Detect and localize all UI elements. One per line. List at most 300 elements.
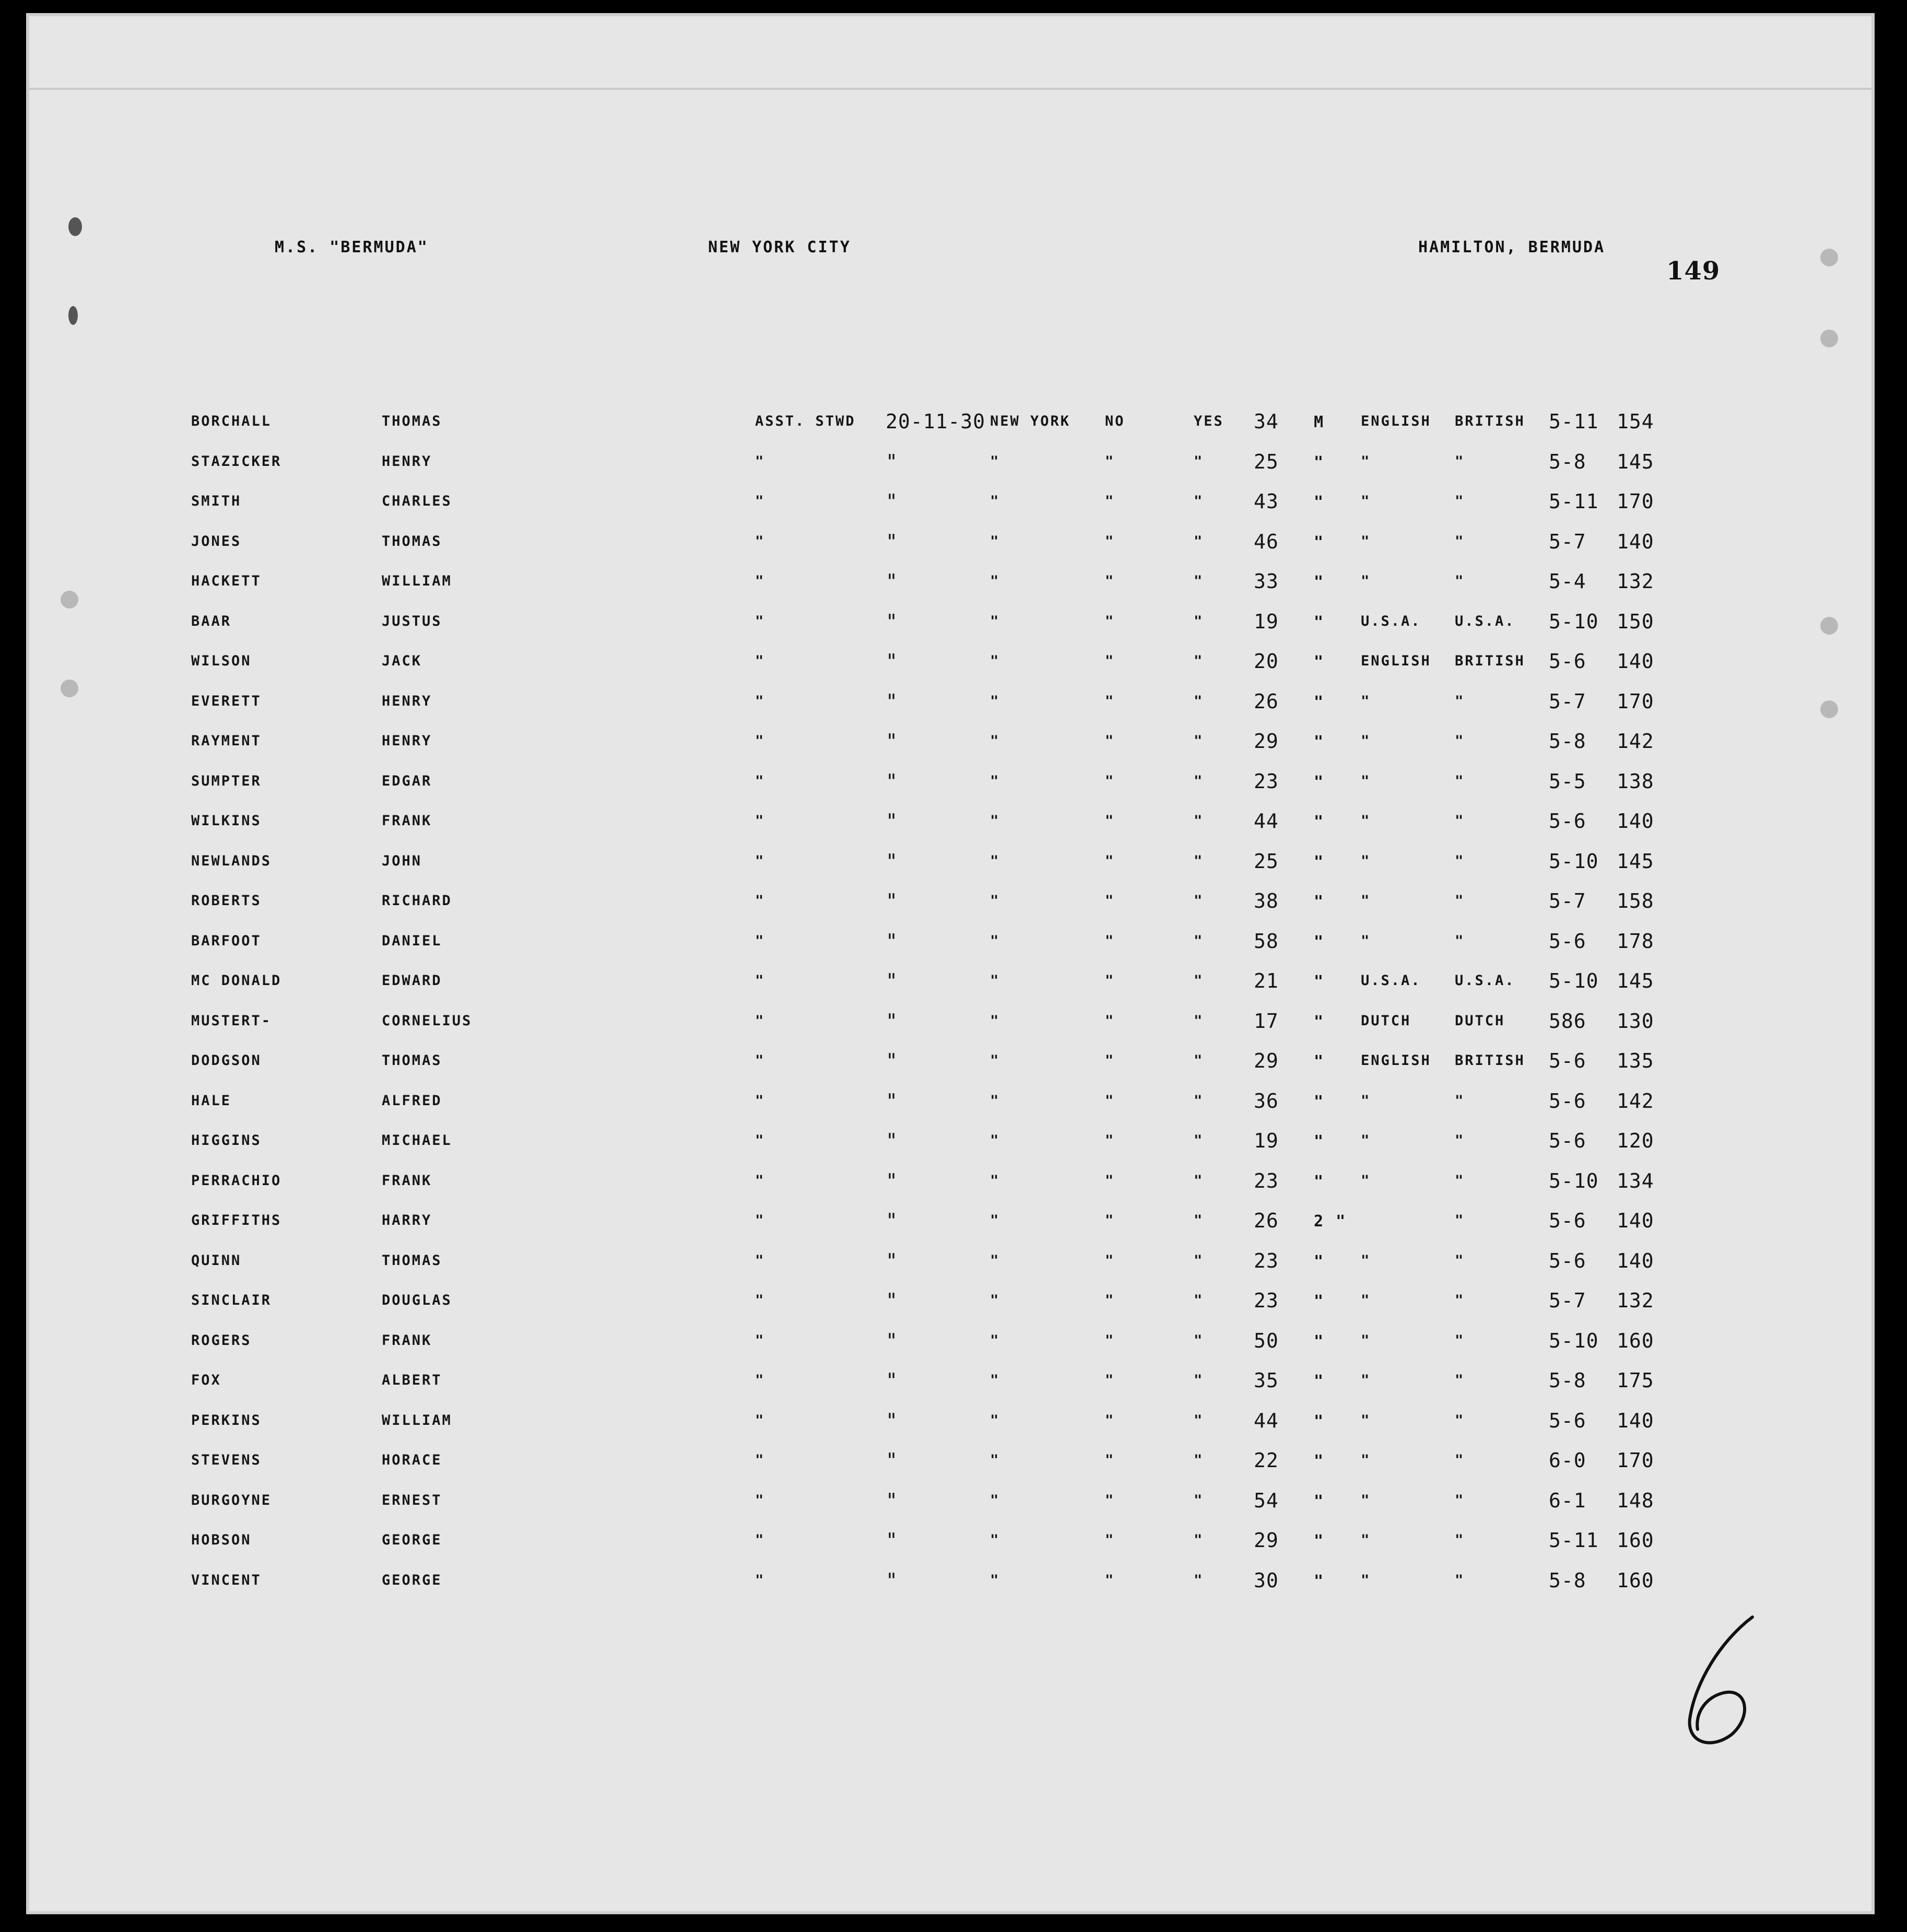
cell-c1: ": [1105, 893, 1115, 909]
cell-surname: BARFOOT: [191, 932, 262, 949]
cell-sex: ": [1314, 1532, 1325, 1550]
cell-weight: 160: [1617, 1568, 1654, 1592]
cell-height: 5-6: [1549, 1209, 1586, 1232]
cell-surname: WILSON: [191, 653, 252, 669]
cell-surname: RAYMENT: [191, 733, 262, 749]
cell-race: BRITISH: [1455, 413, 1525, 429]
cell-occupation: ": [755, 733, 766, 749]
cell-c1: ": [1105, 1372, 1115, 1388]
cell-occupation: ": [755, 493, 766, 509]
cell-c1: ": [1105, 733, 1115, 749]
cell-sex: M: [1314, 413, 1325, 431]
cell-given: WILLIAM: [382, 1412, 452, 1428]
cell-c1: ": [1105, 852, 1115, 869]
cell-place: ": [990, 693, 1000, 709]
cell-weight: 178: [1617, 929, 1654, 953]
cell-sex: ": [1314, 573, 1325, 591]
cell-nationality: ": [1361, 1332, 1371, 1349]
cell-race: ": [1455, 1372, 1465, 1388]
cell-sex: ": [1314, 613, 1325, 631]
cell-date: ": [886, 530, 898, 553]
table-row: [29, 769, 1871, 804]
cell-sex: ": [1314, 1252, 1325, 1271]
cell-c2: ": [1194, 1132, 1204, 1149]
cell-weight: 120: [1617, 1129, 1654, 1152]
cell-surname: HOBSON: [191, 1532, 252, 1548]
cell-sex: ": [1314, 1492, 1325, 1511]
cell-date: ": [886, 1049, 898, 1072]
cell-race: U.S.A.: [1455, 613, 1515, 629]
cell-date: ": [886, 1369, 898, 1392]
cell-c2: ": [1194, 653, 1204, 669]
cell-occupation: ": [755, 573, 766, 589]
cell-sex: ": [1314, 1412, 1325, 1431]
cell-nationality: ": [1361, 1292, 1371, 1308]
cell-weight: 170: [1617, 490, 1654, 513]
cell-surname: QUINN: [191, 1252, 242, 1269]
cell-c2: ": [1194, 1092, 1204, 1109]
cell-sex: ": [1314, 1012, 1325, 1031]
cell-age: 23: [1254, 1169, 1279, 1192]
cell-race: ": [1455, 1452, 1465, 1468]
handwritten-six-mark: [1674, 1609, 1768, 1755]
cell-c2: ": [1194, 1492, 1204, 1508]
cell-race: ": [1455, 1252, 1465, 1269]
table-row: [29, 1209, 1871, 1244]
cell-occupation: ": [755, 932, 766, 949]
table-row: [29, 1568, 1871, 1603]
table-row: [29, 650, 1871, 684]
cell-date: ": [886, 1409, 898, 1432]
cell-nationality: U.S.A.: [1361, 973, 1421, 989]
punch-hole: [1820, 330, 1838, 347]
cell-occupation: ": [755, 1332, 766, 1349]
cell-c2: ": [1194, 1332, 1204, 1349]
cell-nationality: ": [1361, 1412, 1371, 1428]
table-row: [29, 1049, 1871, 1084]
cell-c1: ": [1105, 1492, 1115, 1508]
cell-height: 5-8: [1549, 730, 1586, 753]
table-row: [29, 1409, 1871, 1444]
page-number: 149: [1666, 256, 1721, 286]
cell-date: ": [886, 730, 898, 753]
cell-date: ": [886, 1209, 898, 1232]
cell-nationality: ": [1361, 932, 1371, 949]
cell-place: ": [990, 1252, 1000, 1269]
cell-age: 44: [1254, 810, 1279, 833]
cell-date: ": [886, 1329, 898, 1352]
cell-c1: ": [1105, 533, 1115, 549]
cell-weight: 132: [1617, 570, 1654, 593]
table-row: [29, 1329, 1871, 1364]
cell-date: ": [886, 1529, 898, 1552]
cell-race: ": [1455, 533, 1465, 549]
cell-nationality: ": [1361, 1092, 1371, 1109]
cell-occupation: ": [755, 1532, 766, 1548]
cell-height: 5-5: [1549, 769, 1586, 793]
cell-given: THOMAS: [382, 1052, 442, 1069]
cell-given: FRANK: [382, 1332, 432, 1349]
cell-nationality: ": [1361, 453, 1371, 470]
cell-occupation: ": [755, 1252, 766, 1269]
cell-age: 23: [1254, 769, 1279, 793]
cell-date: ": [886, 650, 898, 673]
cell-height: 6-0: [1549, 1449, 1586, 1472]
cell-sex: ": [1314, 1092, 1325, 1111]
table-row: [29, 450, 1871, 485]
cell-race: ": [1455, 772, 1465, 789]
cell-nationality: ": [1361, 893, 1371, 909]
cell-sex: ": [1314, 693, 1325, 711]
cell-c2: ": [1194, 1212, 1204, 1228]
cell-age: 54: [1254, 1489, 1279, 1512]
table-row: [29, 1009, 1871, 1044]
cell-date: ": [886, 769, 898, 793]
cell-occupation: ": [755, 1572, 766, 1588]
table-row: [29, 1529, 1871, 1563]
cell-weight: 142: [1617, 1089, 1654, 1113]
cell-height: 5-11: [1549, 410, 1599, 433]
cell-date: ": [886, 929, 898, 953]
cell-surname: BAAR: [191, 613, 232, 629]
ship-name: M.S. "BERMUDA": [275, 238, 429, 256]
cell-age: 35: [1254, 1369, 1279, 1392]
cell-place: ": [990, 973, 1000, 989]
cell-age: 17: [1254, 1009, 1279, 1033]
cell-c1: ": [1105, 1332, 1115, 1349]
cell-sex: ": [1314, 453, 1325, 472]
cell-race: ": [1455, 493, 1465, 509]
cell-height: 5-7: [1549, 689, 1586, 713]
cell-c1: ": [1105, 1052, 1115, 1069]
punch-hole: [68, 217, 82, 236]
cell-nationality: ": [1361, 1572, 1371, 1588]
cell-age: 29: [1254, 1049, 1279, 1072]
cell-race: ": [1455, 1412, 1465, 1428]
cell-weight: 158: [1617, 889, 1654, 912]
cell-c2: ": [1194, 1012, 1204, 1029]
cell-age: 29: [1254, 730, 1279, 753]
cell-nationality: ": [1361, 1252, 1371, 1269]
cell-c1: ": [1105, 813, 1115, 829]
cell-sex: ": [1314, 813, 1325, 831]
cell-age: 25: [1254, 849, 1279, 873]
cell-weight: 160: [1617, 1329, 1654, 1352]
cell-date: ": [886, 969, 898, 992]
cell-date: 20-11-30: [886, 410, 986, 433]
cell-race: ": [1455, 1092, 1465, 1109]
cell-occupation: ": [755, 1052, 766, 1069]
cell-date: ": [886, 1129, 898, 1152]
cell-place: ": [990, 1132, 1000, 1149]
cell-given: THOMAS: [382, 533, 442, 549]
cell-sex: ": [1314, 533, 1325, 552]
cell-height: 5-6: [1549, 810, 1586, 833]
cell-place: ": [990, 493, 1000, 509]
cell-surname: SUMPTER: [191, 772, 262, 789]
cell-height: 5-7: [1549, 1289, 1586, 1312]
cell-sex: ": [1314, 1052, 1325, 1071]
cell-surname: SMITH: [191, 493, 242, 509]
cell-surname: BORCHALL: [191, 413, 272, 429]
cell-given: GEORGE: [382, 1572, 442, 1588]
cell-c2: ": [1194, 733, 1204, 749]
cell-weight: 130: [1617, 1009, 1654, 1033]
cell-surname: GRIFFITHS: [191, 1212, 282, 1228]
cell-sex: ": [1314, 1172, 1325, 1191]
cell-place: ": [990, 613, 1000, 629]
cell-c1: ": [1105, 653, 1115, 669]
cell-place: ": [990, 1532, 1000, 1548]
cell-age: 20: [1254, 650, 1279, 673]
cell-nationality: ": [1361, 493, 1371, 509]
cell-sex: ": [1314, 1372, 1325, 1390]
cell-weight: 140: [1617, 530, 1654, 553]
cell-height: 5-6: [1549, 1249, 1586, 1272]
cell-age: 43: [1254, 490, 1279, 513]
cell-nationality: ENGLISH: [1361, 413, 1431, 429]
cell-c2: ": [1194, 533, 1204, 549]
cell-weight: 140: [1617, 810, 1654, 833]
cell-weight: 175: [1617, 1369, 1654, 1392]
cell-place: ": [990, 1372, 1000, 1388]
cell-c1: ": [1105, 453, 1115, 470]
cell-c2: ": [1194, 1052, 1204, 1069]
cell-given: DANIEL: [382, 932, 442, 949]
cell-race: ": [1455, 1292, 1465, 1308]
cell-surname: VINCENT: [191, 1572, 262, 1588]
cell-age: 38: [1254, 889, 1279, 912]
cell-sex: ": [1314, 973, 1325, 991]
cell-surname: STEVENS: [191, 1452, 262, 1468]
cell-date: ": [886, 1568, 898, 1592]
cell-place: ": [990, 813, 1000, 829]
cell-height: 5-10: [1549, 1169, 1599, 1192]
cell-age: 23: [1254, 1289, 1279, 1312]
cell-race: BRITISH: [1455, 653, 1525, 669]
cell-height: 5-8: [1549, 1568, 1586, 1592]
cell-c2: ": [1194, 772, 1204, 789]
cell-place: ": [990, 772, 1000, 789]
cell-c2: YES: [1194, 413, 1224, 429]
cell-sex: ": [1314, 733, 1325, 751]
cell-c2: ": [1194, 1532, 1204, 1548]
cell-nationality: ENGLISH: [1361, 653, 1431, 669]
cell-race: ": [1455, 1532, 1465, 1548]
cell-race: ": [1455, 1492, 1465, 1508]
cell-race: ": [1455, 573, 1465, 589]
cell-given: WILLIAM: [382, 573, 452, 589]
cell-age: 46: [1254, 530, 1279, 553]
cell-nationality: DUTCH: [1361, 1012, 1411, 1029]
cell-given: GEORGE: [382, 1532, 442, 1548]
cell-height: 5-6: [1549, 1049, 1586, 1072]
cell-c2: ": [1194, 973, 1204, 989]
cell-c2: ": [1194, 932, 1204, 949]
cell-age: 26: [1254, 1209, 1279, 1232]
cell-age: 22: [1254, 1449, 1279, 1472]
cell-surname: ROBERTS: [191, 893, 262, 909]
cell-place: ": [990, 733, 1000, 749]
cell-date: ": [886, 1449, 898, 1472]
cell-c2: ": [1194, 1292, 1204, 1308]
cell-given: ALFRED: [382, 1092, 442, 1109]
cell-c1: ": [1105, 1172, 1115, 1189]
cell-date: ": [886, 490, 898, 513]
cell-nationality: ": [1361, 852, 1371, 869]
cell-occupation: ASST. STWD: [755, 413, 856, 429]
cell-given: ERNEST: [382, 1492, 442, 1508]
cell-place: NEW YORK: [990, 413, 1071, 429]
table-row: [29, 1249, 1871, 1284]
cell-c1: ": [1105, 573, 1115, 589]
cell-race: ": [1455, 813, 1465, 829]
cell-age: 36: [1254, 1089, 1279, 1113]
cell-race: ": [1455, 1172, 1465, 1189]
cell-occupation: ": [755, 1132, 766, 1149]
cell-height: 5-10: [1549, 1329, 1599, 1352]
cell-weight: 170: [1617, 689, 1654, 713]
cell-given: HENRY: [382, 733, 432, 749]
cell-place: ": [990, 893, 1000, 909]
cell-nationality: ": [1361, 1132, 1371, 1149]
cell-place: ": [990, 1092, 1000, 1109]
cell-age: 50: [1254, 1329, 1279, 1352]
table-row: [29, 849, 1871, 884]
cell-c1: ": [1105, 1532, 1115, 1548]
cell-weight: 170: [1617, 1449, 1654, 1472]
cell-weight: 140: [1617, 1249, 1654, 1272]
cell-race: ": [1455, 852, 1465, 869]
table-row: [29, 530, 1871, 565]
cell-height: 5-11: [1549, 1529, 1599, 1552]
cell-nationality: ": [1361, 813, 1371, 829]
cell-weight: 142: [1617, 730, 1654, 753]
cell-place: ": [990, 453, 1000, 470]
cell-surname: PERKINS: [191, 1412, 262, 1428]
cell-place: ": [990, 1332, 1000, 1349]
cell-sex: 2 ": [1314, 1212, 1347, 1231]
cell-date: ": [886, 1089, 898, 1113]
arrival-port: HAMILTON, BERMUDA: [1418, 238, 1606, 256]
cell-c1: ": [1105, 1092, 1115, 1109]
cell-place: ": [990, 1492, 1000, 1508]
cell-weight: 145: [1617, 450, 1654, 473]
cell-c2: ": [1194, 852, 1204, 869]
cell-given: CHARLES: [382, 493, 452, 509]
cell-race: BRITISH: [1455, 1052, 1525, 1069]
cell-c1: ": [1105, 1412, 1115, 1428]
cell-age: 26: [1254, 689, 1279, 713]
cell-surname: HALE: [191, 1092, 232, 1109]
cell-occupation: ": [755, 1212, 766, 1228]
table-row: [29, 1489, 1871, 1524]
cell-surname: MUSTERT-: [191, 1012, 272, 1029]
cell-c1: ": [1105, 772, 1115, 789]
cell-given: HENRY: [382, 453, 432, 470]
punch-hole: [1820, 249, 1838, 266]
cell-date: ": [886, 1249, 898, 1272]
cell-nationality: ": [1361, 1372, 1371, 1388]
cell-sex: ": [1314, 852, 1325, 871]
table-row: [29, 889, 1871, 924]
cell-date: ": [886, 689, 898, 713]
cell-date: ": [886, 570, 898, 593]
cell-occupation: ": [755, 613, 766, 629]
cell-occupation: ": [755, 1172, 766, 1189]
cell-place: ": [990, 852, 1000, 869]
cell-age: 33: [1254, 570, 1279, 593]
cell-race: ": [1455, 932, 1465, 949]
table-row: [29, 810, 1871, 844]
table-row: [29, 1449, 1871, 1483]
cell-c2: ": [1194, 1572, 1204, 1588]
cell-weight: 150: [1617, 610, 1654, 633]
cell-nationality: U.S.A.: [1361, 613, 1421, 629]
cell-height: 5-10: [1549, 849, 1599, 873]
table-row: [29, 1369, 1871, 1403]
cell-height: 5-8: [1549, 450, 1586, 473]
cell-height: 5-8: [1549, 1369, 1586, 1392]
cell-surname: SINCLAIR: [191, 1292, 272, 1308]
cell-race: ": [1455, 1332, 1465, 1349]
table-row: [29, 410, 1871, 444]
cell-date: ": [886, 610, 898, 633]
cell-date: ": [886, 1009, 898, 1033]
cell-race: ": [1455, 1132, 1465, 1149]
cell-given: DOUGLAS: [382, 1292, 452, 1308]
cell-given: HORACE: [382, 1452, 442, 1468]
cell-occupation: ": [755, 1292, 766, 1308]
cell-height: 586: [1549, 1009, 1586, 1033]
cell-given: THOMAS: [382, 1252, 442, 1269]
cell-height: 5-4: [1549, 570, 1586, 593]
cell-occupation: ": [755, 1492, 766, 1508]
cell-c1: ": [1105, 1572, 1115, 1588]
table-row: [29, 570, 1871, 604]
cell-given: JOHN: [382, 852, 422, 869]
cell-occupation: ": [755, 772, 766, 789]
cell-surname: BURGOYNE: [191, 1492, 272, 1508]
cell-surname: DODGSON: [191, 1052, 262, 1069]
cell-sex: ": [1314, 932, 1325, 951]
cell-given: EDWARD: [382, 973, 442, 989]
cell-place: ": [990, 1052, 1000, 1069]
cell-nationality: ": [1361, 1452, 1371, 1468]
cell-given: JUSTUS: [382, 613, 442, 629]
cell-surname: FOX: [191, 1372, 221, 1388]
cell-height: 5-6: [1549, 1129, 1586, 1152]
cell-age: 19: [1254, 610, 1279, 633]
cell-occupation: ": [755, 1092, 766, 1109]
cell-weight: 140: [1617, 1409, 1654, 1432]
cell-weight: 154: [1617, 410, 1654, 433]
cell-place: ": [990, 1212, 1000, 1228]
cell-c2: ": [1194, 893, 1204, 909]
cell-height: 5-6: [1549, 1089, 1586, 1113]
cell-nationality: ": [1361, 772, 1371, 789]
cell-race: ": [1455, 453, 1465, 470]
cell-c2: ": [1194, 573, 1204, 589]
cell-age: 19: [1254, 1129, 1279, 1152]
cell-c1: ": [1105, 932, 1115, 949]
cell-height: 5-6: [1549, 1409, 1586, 1432]
cell-sex: ": [1314, 772, 1325, 791]
cell-c1: ": [1105, 493, 1115, 509]
cell-c2: ": [1194, 693, 1204, 709]
cell-surname: NEWLANDS: [191, 852, 272, 869]
cell-height: 5-7: [1549, 530, 1586, 553]
